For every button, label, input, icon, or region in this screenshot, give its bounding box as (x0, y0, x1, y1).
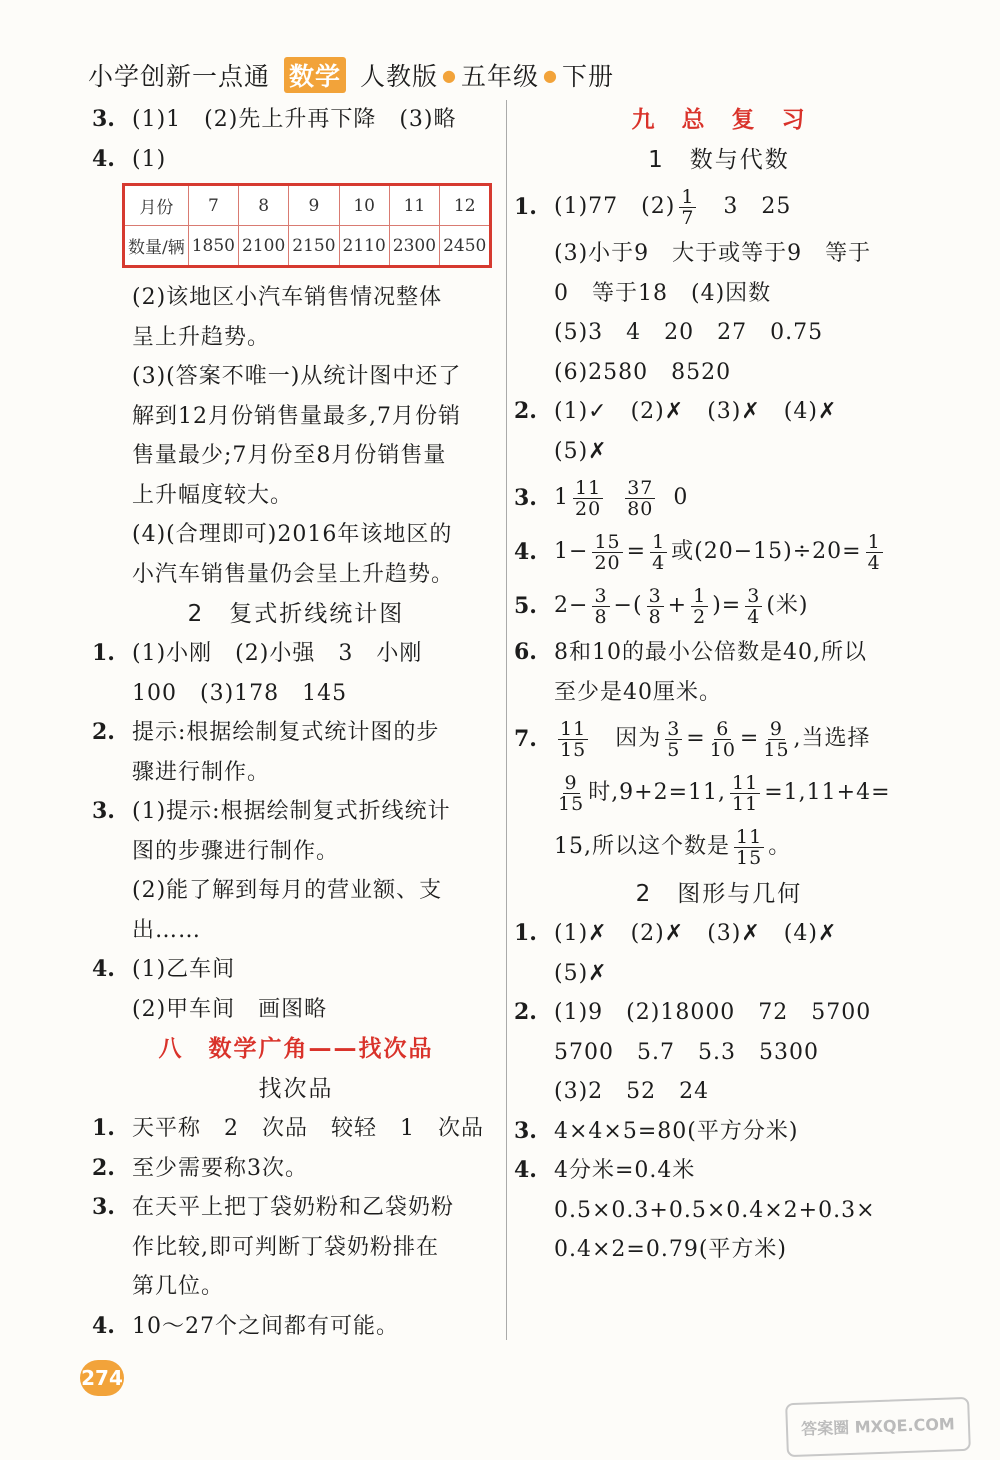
answer-line: (3)(答案不唯一)从统计图中还了 (132, 364, 462, 389)
fraction: $\frac{11}{20}$ (575, 476, 602, 520)
fraction: $\frac{11}{15}$ (736, 825, 763, 869)
fraction: $\frac{37}{80}$ (627, 476, 654, 520)
answer-line: (5)✗ (554, 438, 608, 464)
answer-line: 作比较,即可判断丁袋奶粉排在 (132, 1234, 439, 1260)
answer-line: 骤进行制作。 (132, 759, 271, 785)
answer-item: 1. 天平称 2 次品 较轻 1 次品 (92, 1109, 500, 1149)
fraction: $\frac{3}{4}$ (747, 584, 761, 628)
table-cell: 11 (389, 185, 439, 226)
edition: 人教版 (360, 62, 439, 91)
right-column (514, 100, 924, 1270)
grade: 五年级 (461, 62, 540, 91)
answer-line: 上升幅度较大。 (132, 482, 294, 508)
answer-line: $\frac{9}{15}$ 时,9+2=11, $\frac{11}{11}$ =1,11+4= (558, 771, 891, 815)
fraction: $\frac{9}{15}$ (558, 771, 585, 815)
fraction: $\frac{11}{11}$ (732, 771, 759, 815)
fraction: $\frac{1}{4}$ (867, 530, 881, 574)
answer-line: 提示:根据绘制复式统计图的步 (132, 720, 440, 745)
answer-line: 图的步骤进行制作。 (132, 838, 340, 864)
answer-line: (1)小刚 (2)小强 3 小刚 (132, 641, 423, 666)
answer-item: 4. 4分米=0.4米 0.5×0.3+0.5×0.4×2+0.3× 0.4×2=0.79(平方米) (514, 1151, 924, 1270)
chapter-title: 九 总 复 习 (631, 107, 807, 133)
fraction: $\frac{3}{5}$ (667, 717, 681, 761)
section-title: 找次品 (258, 1076, 334, 1102)
bullet-icon: ● (442, 65, 458, 85)
answer-item: 7. $\frac{11}{15}$ 因为 $\frac{3}{5}$ = $\frac{6}{10}$ = $\frac{9}{15}$ ,当选择 $\frac{9}{15}$ 时,9+2=11, $\frac{11}{11}$ =1,11+4= 15,所以这个数是 $\frac{11}{15}$ 。 (514, 712, 924, 874)
fraction: $\frac{15}{20}$ (594, 530, 621, 574)
answer-item: 2. (1)9 (2)18000 72 5700 5700 5.7 5.3 5300 (3)2 52 24 (514, 993, 924, 1112)
answer-item: 4. (1)乙车间 (2)甲车间 画图略 (92, 950, 500, 1029)
answer-line: 2− $\frac{3}{8}$ −( $\frac{3}{8}$ + $\frac{1}{2}$ )= $\frac{3}{4}$ (米) (554, 584, 809, 628)
answer-item: 2. 至少需要称3次。 (92, 1149, 500, 1189)
answer-item: 4. (1) (92, 140, 500, 180)
section-title: 2 复式折线统计图 (187, 601, 405, 627)
subject-badge: 数学 (284, 57, 346, 93)
answer-line: 第几位。 (132, 1274, 225, 1299)
fraction: $\frac{1}{4}$ (652, 530, 666, 574)
table-cell: 2110 (339, 226, 389, 267)
answer-item: 4. 1− $\frac{15}{20}$ = $\frac{1}{4}$ 或(20−15)÷20= $\frac{1}{4}$ (514, 525, 924, 579)
page-number: 274 (80, 1360, 124, 1396)
left-column (92, 100, 500, 1346)
table-cell: 2450 (440, 226, 491, 267)
answer-item: 4. 10～27个之间都有可能。 (92, 1307, 500, 1347)
answer-line: (1)✗ (2)✗ (3)✗ (4)✗ (554, 921, 838, 946)
answer-line: (1)77 (2) $\frac{1}{7}$ 3 25 (554, 185, 792, 229)
answer-line: (2)该地区小汽车销售情况整体 (132, 285, 443, 310)
table-cell: 12 (440, 185, 491, 226)
answer-line: (3)小于9 大于或等于9 等于 (554, 241, 872, 266)
answer-line: 至少是40厘米。 (554, 679, 722, 705)
table-cell: 8 (239, 185, 289, 226)
table-header: 数量/辆 (124, 226, 189, 267)
answer-line: 10～27个之间都有可能。 (132, 1313, 399, 1339)
answer-line: (5)3 4 20 27 0.75 (554, 320, 824, 345)
bullet-icon: ● (543, 65, 558, 85)
answer-item: 3. (1)1 (2)先上升再下降 (3)略 (92, 100, 500, 140)
answer-line: 4×4×5=80(平方分米) (554, 1118, 799, 1144)
answer-line: 4分米=0.4米 (554, 1158, 696, 1183)
answer-line: 呈上升趋势。 (132, 324, 271, 350)
table-cell: 9 (289, 185, 339, 226)
answer-line: (1)提示:根据绘制复式折线统计 (132, 799, 451, 824)
answer-item: 1. (1)✗ (2)✗ (3)✗ (4)✗ (5)✗ (514, 914, 924, 993)
column-divider (506, 100, 507, 1340)
answer-line: 0 等于18 (4)因数 (554, 280, 772, 306)
table-cell: 1850 (188, 226, 238, 267)
fraction: $\frac{6}{10}$ (709, 717, 736, 761)
fraction: $\frac{1}{2}$ (693, 584, 707, 628)
answer-line: (1)1 (2)先上升再下降 (3)略 (132, 107, 457, 132)
answer-item: 3. 4×4×5=80(平方分米) (514, 1112, 924, 1152)
answer-line: 售量最少;7月份至8月份销售量 (132, 443, 447, 468)
fraction: $\frac{3}{8}$ (594, 584, 608, 628)
chapter-title: 八 数学广角——找次品 (158, 1036, 434, 1062)
answer-line: 小汽车销售量仍会呈上升趋势。 (132, 561, 455, 587)
answer-line: (2)甲车间 画图略 (132, 996, 328, 1022)
answer-line: 解到12月份销售量最多,7月份销 (132, 403, 461, 429)
answer-line: 出…… (132, 917, 202, 943)
fraction: $\frac{1}{7}$ (681, 185, 695, 229)
answer-line: 至少需要称3次。 (132, 1155, 308, 1181)
answer-line: 5700 5.7 5.3 5300 (554, 1039, 819, 1065)
table-cell: 10 (339, 185, 389, 226)
series-title: 小学创新一点通 (88, 62, 271, 91)
fraction: $\frac{3}{8}$ (648, 584, 662, 628)
table-cell: 2150 (289, 226, 339, 267)
watermark-logo: 答案圈 MXQE.COM (785, 1397, 971, 1457)
answer-line: (2)能了解到每月的营业额、支 (132, 878, 443, 903)
answer-item: 3. 1 $\frac{11}{20}$ $\frac{37}{80}$ 0 (514, 471, 924, 525)
answer-line: (4)(合理即可)2016年该地区的 (132, 522, 453, 547)
answer-line: 0.4×2=0.79(平方米) (554, 1237, 788, 1262)
answer-item: 1. (1)77 (2) $\frac{1}{7}$ 3 25 (3)小于9 大于或等于9 等于 0 等于18 (4)因数 (5)3 4 20 27 0.75 (6)2580 8520 (514, 180, 924, 392)
table-cell: 7 (188, 185, 238, 226)
table-cell: 2300 (389, 226, 439, 267)
answer-item: 3. (1)提示:根据绘制复式折线统计 图的步骤进行制作。 (2)能了解到每月的营业额、支 出…… (92, 792, 500, 950)
answer-line: (1)✓ (2)✗ (3)✗ (4)✗ (554, 399, 838, 424)
answer-line: 1− $\frac{15}{20}$ = $\frac{1}{4}$ 或(20−15)÷20= $\frac{1}{4}$ (554, 530, 881, 574)
section-title: 1 数与代数 (648, 147, 790, 173)
answer-line: 15,所以这个数是 $\frac{11}{15}$ 。 (554, 825, 792, 869)
answer-item: 6. 8和10的最小公倍数是40,所以 至少是40厘米。 (514, 633, 924, 712)
answer-line: (6)2580 8520 (554, 359, 732, 385)
answer-line: (3)2 52 24 (554, 1079, 710, 1104)
answer-item: 2. (1)✓ (2)✗ (3)✗ (4)✗ (5)✗ (514, 392, 924, 471)
answer-line: 1 $\frac{11}{20}$ $\frac{37}{80}$ 0 (554, 476, 689, 520)
answer-line: 在天平上把丁袋奶粉和乙袋奶粉 (132, 1195, 455, 1220)
volume: 下册 (562, 62, 615, 91)
fraction: $\frac{9}{15}$ (763, 717, 790, 761)
answer-line: 100 (3)178 145 (132, 680, 348, 706)
answer-item: 2. 提示:根据绘制复式统计图的步 骤进行制作。 (92, 713, 500, 792)
answer-item: 1. (1)小刚 (2)小强 3 小刚 100 (3)178 145 (92, 634, 500, 713)
answer-line: 8和10的最小公倍数是40,所以 (554, 640, 867, 665)
answer-line: (5)✗ (554, 960, 608, 986)
fraction: $\frac{11}{15}$ (560, 717, 587, 761)
answer-item: 5. 2− $\frac{3}{8}$ −( $\frac{3}{8}$ + $\frac{1}{2}$ )= $\frac{3}{4}$ (米) (514, 579, 924, 633)
section-title: 2 图形与几何 (635, 881, 803, 907)
table-header: 月份 (124, 185, 189, 226)
answer-line: 0.5×0.3+0.5×0.4×2+0.3× (554, 1197, 876, 1223)
page-header (88, 55, 614, 95)
sales-table (122, 183, 492, 268)
answer-line: $\frac{11}{15}$ 因为 $\frac{3}{5}$ = $\frac{6}{10}$ = $\frac{9}{15}$ ,当选择 (560, 717, 871, 761)
answer-line: (1)9 (2)18000 72 5700 (554, 1000, 872, 1025)
answer-line: 天平称 2 次品 较轻 1 次品 (132, 1116, 484, 1141)
answer-line: (1)乙车间 (132, 957, 236, 982)
answer-line: (1) (132, 146, 167, 172)
answer-item: 3. 在天平上把丁袋奶粉和乙袋奶粉 作比较,即可判断丁袋奶粉排在 第几位。 (92, 1188, 500, 1307)
table-cell: 2100 (239, 226, 289, 267)
